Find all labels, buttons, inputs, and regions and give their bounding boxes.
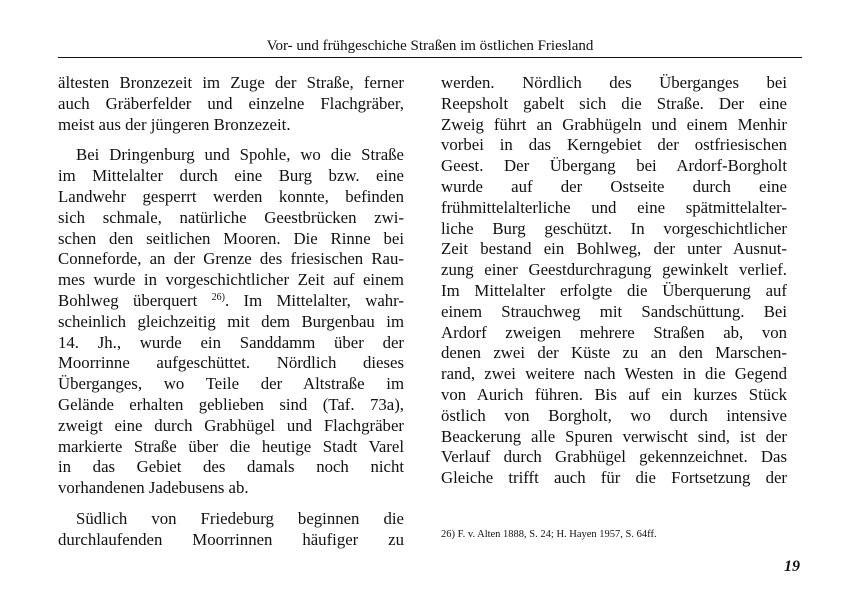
text-line: Reepsholt gabelt sich die Straße. Der eine <box>441 93 787 113</box>
text-line: in das Gebiet des damals noch nicht <box>58 457 404 477</box>
text-line: ältesten Bronzezeit im Zuge der Straße, ferner <box>58 73 404 92</box>
text-line: denen zwei der Küste zu an den Marschen- <box>441 343 787 363</box>
page-number: 19 <box>784 558 800 575</box>
text-line: frühmittelalterliche und eine spätmittelalter- <box>441 197 787 217</box>
running-header: Vor- und frühgeschiche Straßen im östlichen Friesland <box>266 38 594 54</box>
text-line: meist aus der jüngeren Bronzezeit. <box>58 114 291 134</box>
text-line: Bei Dringenburg und Spohle, wo die Straße <box>76 145 404 165</box>
footnote: 26) F. v. Alten 1888, S. 24; H. Hayen 1957, S. 64ff. <box>441 529 657 540</box>
text-line: 14. Jh., wurde ein Sanddamm über der <box>58 332 404 352</box>
text-fragment: Bohlweg überquert <box>58 290 212 310</box>
text-line: Beackerung alle Spuren verwischt sind, ist der <box>441 426 787 446</box>
text-line: vorbei in das Kerngebiet der ostfriesischen <box>441 135 787 155</box>
text-line: vorhandenen Jadebusens ab. <box>58 478 249 498</box>
text-line: Conneforde, an der Grenze des friesischen Rau- <box>58 249 404 269</box>
text-line: auch Gräberfelder und einzelne Flachgräber, <box>58 93 404 113</box>
text-fragment: . Im Mittelalter, wahr- <box>224 290 404 310</box>
text-line: Zweig führt an Grabhügeln und einem Menhir <box>441 114 787 134</box>
text-line: östlich von Borgholt, wo durch intensive <box>441 405 787 425</box>
text-line: Moorrinne aufgeschüttet. Nördlich dieses <box>58 353 404 373</box>
text-line: Im Mittelalter erfolgte die Überquerung auf <box>441 280 787 300</box>
text-line: von Aurich führen. Bis auf ein kurzes Stück <box>441 384 787 404</box>
text-line: zweigt eine durch Grabhügel und Flachgräber <box>58 415 404 435</box>
text-line: Geest. Der Übergang bei Ardorf-Borgholt <box>441 156 787 176</box>
text-line: liche Burg geschützt. In vorgeschichtlicher <box>441 218 787 238</box>
right-column <box>441 73 787 489</box>
text-line: Landwehr gesperrt werden konnte, befinden <box>58 186 404 206</box>
text-line: Gelände erhalten geblieben sind (Taf. 73a), <box>58 394 404 414</box>
text-line: zung einer Geestdurchragung gewinkelt verlief. <box>441 260 787 280</box>
text-line: Zeit bestand ein Bohlweg, der unter Ausnut- <box>441 239 787 259</box>
header-rule <box>58 57 802 58</box>
text-line: schen den seitlichen Mooren. Die Rinne bei <box>58 228 404 248</box>
text-line: Verlauf durch Grabhügel gekennzeichnet. Das <box>441 447 787 467</box>
text-line: werden. Nördlich des Überganges bei <box>441 73 787 92</box>
text-line: durchlaufenden Moorrinnen häufiger zu <box>58 529 404 549</box>
text-line: Ardorf zweigen mehrere Straßen ab, von <box>441 322 787 342</box>
left-column <box>58 73 404 551</box>
footnote-reference[interactable]: 26) <box>211 291 225 303</box>
text-line: einem Strauchweg mit Sandschüttung. Bei <box>441 301 787 321</box>
text-line: markierte Straße über die heutige Stadt Varel <box>58 436 404 456</box>
text-line: rand, zwei weitere nach Westen in die Gegend <box>441 364 787 384</box>
text-line: wurde auf der Ostseite durch eine <box>441 176 787 196</box>
text-line: sich schmale, natürliche Geestbrücken zwi- <box>58 207 404 227</box>
text-line-with-footnote <box>58 291 404 312</box>
text-line: Überganges, wo Teile der Altstraße im <box>58 374 404 394</box>
text-line: mes wurde in vorgeschichtlicher Zeit auf einem <box>58 270 404 290</box>
text-line: scheinlich gleichzeitig mit dem Burgenbau im <box>58 311 404 331</box>
text-line: im Mittelalter durch eine Burg bzw. eine <box>58 166 404 186</box>
text-line: Südlich von Friedeburg beginnen die <box>76 508 404 528</box>
text-line: Gleiche trifft auch für die Fortsetzung der <box>441 468 787 488</box>
